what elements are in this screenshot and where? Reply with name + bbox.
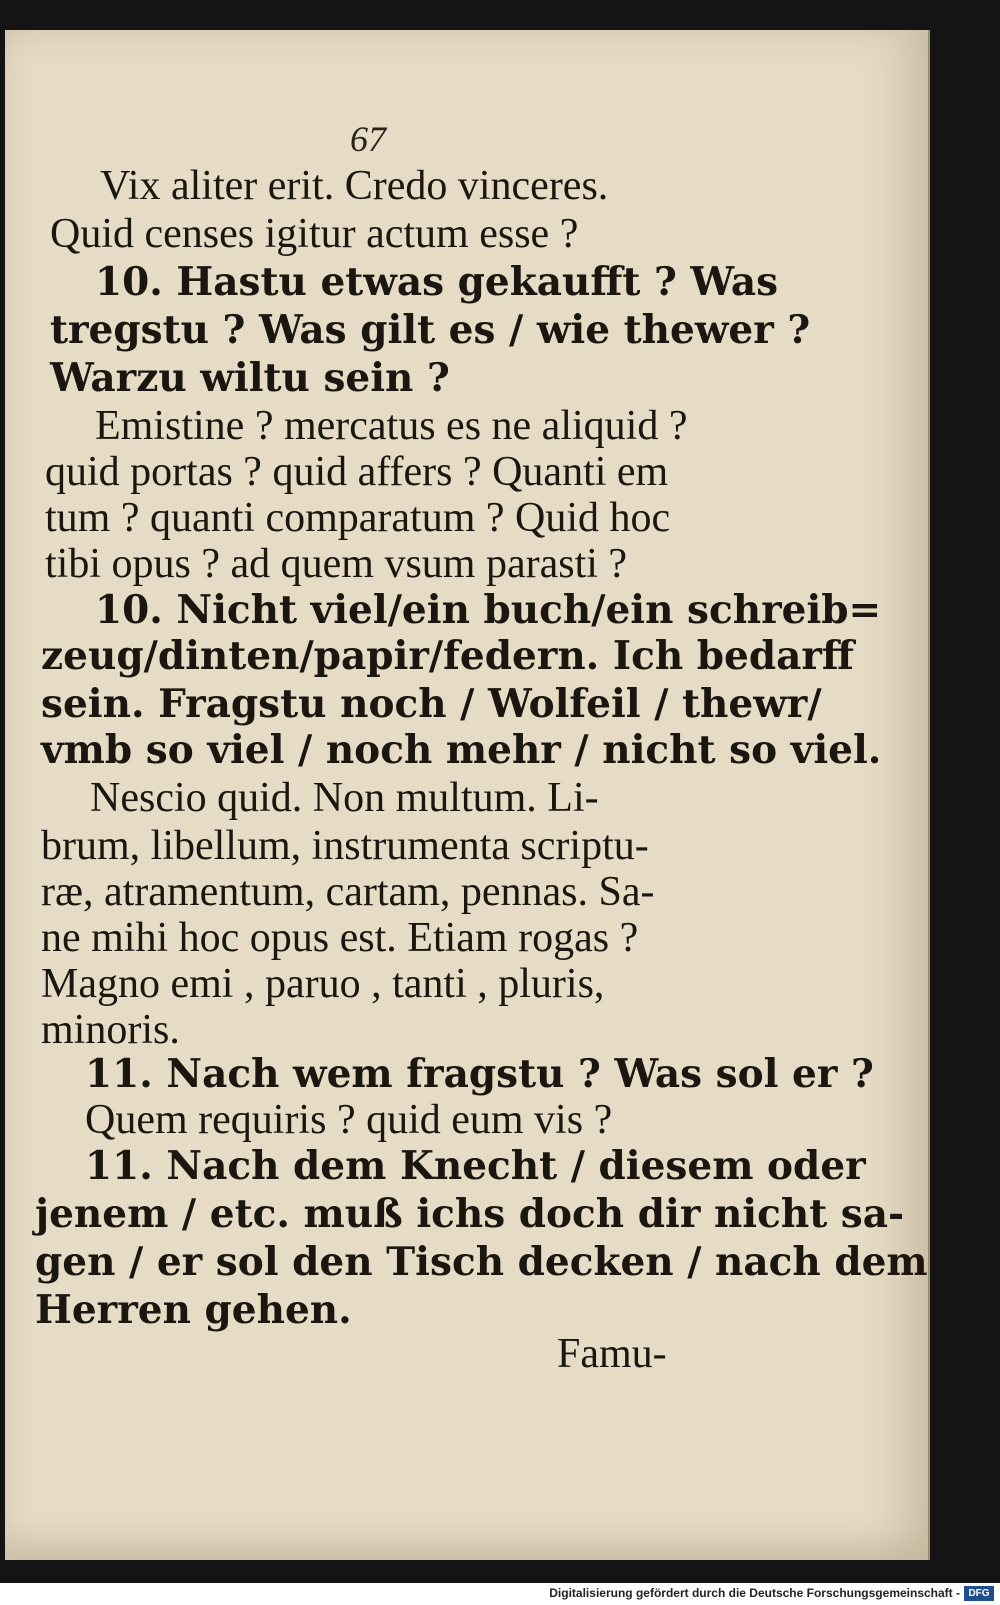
text-line-20: 11. Nach wem fragstu ? Was sol er ? [85, 1051, 874, 1097]
text-line-16: ræ, atramentum, cartam, pennas. Sa- [41, 869, 655, 915]
text-line-5: Warzu wiltu sein ? [50, 355, 450, 401]
book-page [5, 30, 930, 1560]
text-line-18: Magno emi , paruo , tanti , pluris, [41, 961, 605, 1007]
text-line-4: tregstu ? Was gilt es / wie thewer ? [50, 307, 811, 353]
text-line-10: 10. Nicht viel/ein buch/ein schreib= [95, 587, 882, 633]
text-line-22: 11. Nach dem Knecht / diesem oder [85, 1143, 866, 1189]
text-line-19: minoris. [41, 1007, 180, 1053]
text-line-1: Vix aliter erit. Credo vinceres. [100, 163, 609, 209]
text-line-21: Quem requiris ? quid eum vis ? [85, 1097, 613, 1143]
text-line-15: brum, libellum, instrumenta scriptu- [41, 823, 649, 869]
page-number: 67 [350, 119, 386, 159]
text-line-8: tum ? quanti comparatum ? Quid hoc [45, 495, 671, 541]
text-line-2: Quid censes igitur actum esse ? [50, 211, 579, 257]
text-line-3: 10. Hastu etwas gekaufft ? Was [95, 259, 779, 305]
text-line-24: gen / er sol den Tisch decken / nach dem [35, 1239, 928, 1285]
text-line-6: Emistine ? mercatus es ne aliquid ? [95, 403, 688, 449]
text-line-11: zeug/dinten/papir/federn. Ich bedarff [41, 633, 854, 679]
footer-bar [0, 1583, 1000, 1605]
text-line-9: tibi opus ? ad quem vsum parasti ? [45, 541, 628, 587]
text-line-13: vmb so viel / noch mehr / nicht so viel. [41, 727, 882, 773]
text-line-14: Nescio quid. Non multum. Li- [90, 775, 599, 821]
text-line-25: Herren gehen. [35, 1287, 352, 1333]
text-line-7: quid portas ? quid affers ? Quanti em [45, 449, 669, 495]
dfg-logo-icon: DFG [964, 1586, 994, 1601]
text-line-12: sein. Fragstu noch / Wolfeil / thewr/ [41, 681, 822, 727]
text-line-23: jenem / etc. muß ichs doch dir nicht sa- [35, 1191, 905, 1237]
catchword: Famu- [557, 1331, 667, 1377]
footer-credit: Digitalisierung gefördert durch die Deutsche Forschungsgemeinschaft - [549, 1586, 960, 1600]
text-line-17: ne mihi hoc opus est. Etiam rogas ? [41, 915, 639, 961]
